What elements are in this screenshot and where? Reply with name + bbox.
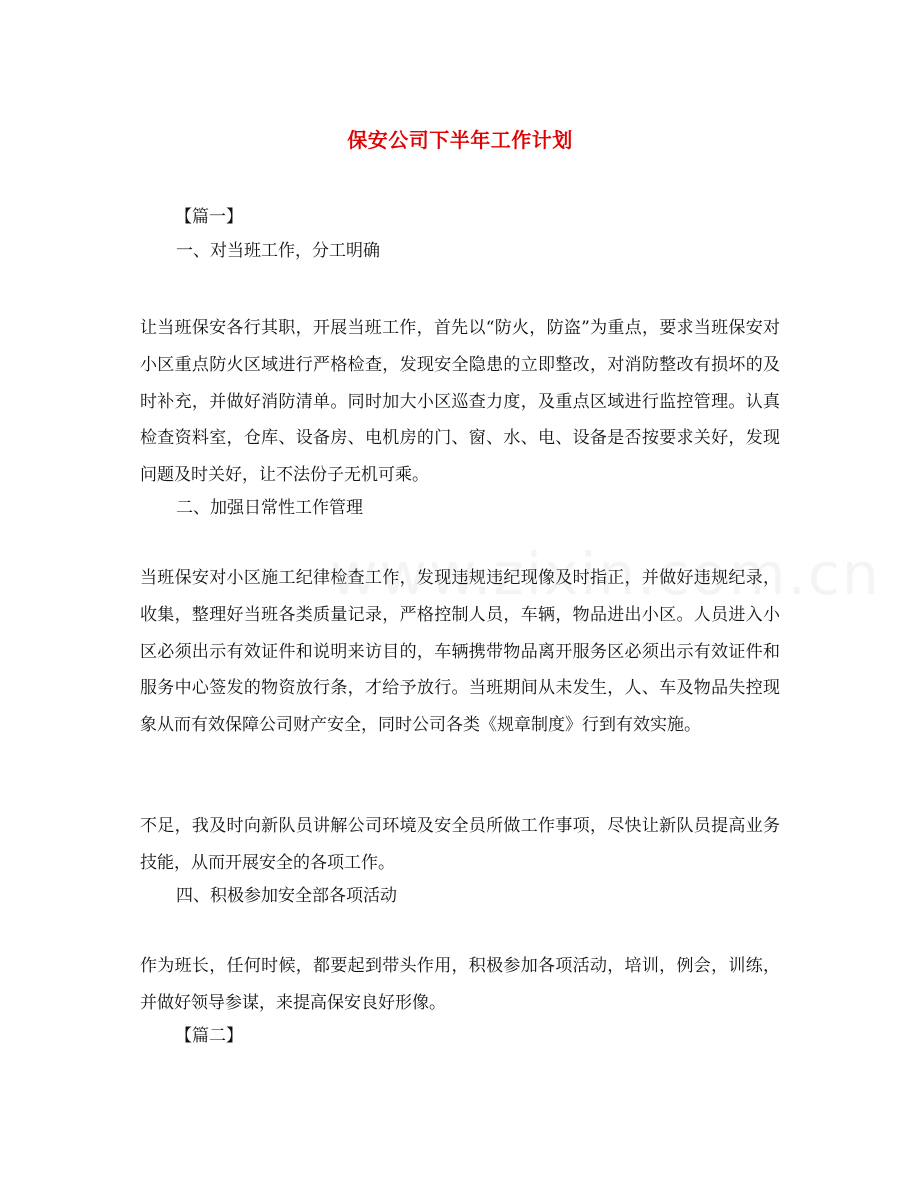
paragraph-1: 让当班保安各行其职，开展当班工作，首先以“防火，防盗”为重点，要求当班保安对小区重点防火区域进行严格检查，发现安全隐患的立即整改，对消防整改有损坏的及时补充，并做好消防清单。同时加大小区巡查力度，及重点区域进行监控管理。认真检查资料室，仓库、设备房、电机房的门、窗、水、电、设备是否按要求关好，发现问题及时关好，让不法份子无机可乘。 xyxy=(140,318,780,486)
heading-4: 四、积极参加安全部各项活动 xyxy=(176,886,397,906)
paragraph-3: 不足，我及时向新队员讲解公司环境及安全员所做工作事项，尽快让新队员提高业务技能，从而开展安全的各项工作。 xyxy=(140,816,780,873)
paragraph-4: 作为班长，任何时候，都要起到带头作用，积极参加各项活动，培训，例会，训练，并做好领导参谋，来提高保安良好形像。 xyxy=(140,956,780,1013)
heading-2: 二、加强日常性工作管理 xyxy=(176,498,363,518)
section-label-2: 【篇二】 xyxy=(175,1026,243,1046)
page-title: 保安公司下半年工作计划 xyxy=(347,128,573,152)
section-label-1: 【篇一】 xyxy=(175,207,243,227)
heading-1: 一、对当班工作，分工明确 xyxy=(176,241,380,261)
paragraph-2: 当班保安对小区施工纪律检查工作，发现违规违纪现像及时指正，并做好违规纪录，收集，整理好当班各类质量记录，严格控制人员，车辆，物品进出小区。人员进入小区必须出示有效证件和说明来访目的，车辆携带物品离开服务区必须出示有效证件和服务中心签发的物资放行条，才给予放行。当班期间从未发生，人、车及物品失控现象从而有效保障公司财产安全，同时公司各类《规章制度》行到有效实施。 xyxy=(140,568,780,736)
